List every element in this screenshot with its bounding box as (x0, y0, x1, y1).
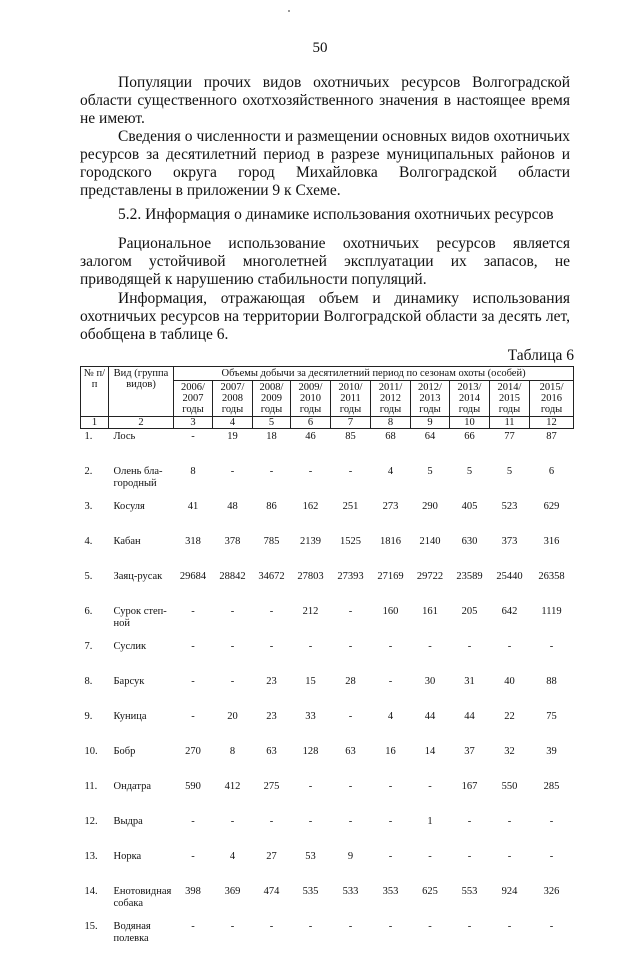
harvest-value: 275 (253, 779, 291, 814)
row-number: 6. (81, 604, 109, 639)
harvest-value: 27393 (331, 569, 371, 604)
table-row (81, 499, 574, 534)
harvest-value: 523 (490, 499, 530, 534)
harvest-value: 30 (411, 674, 450, 709)
row-number: 14. (81, 884, 109, 919)
harvest-value: - (174, 849, 213, 884)
harvest-value: 18 (253, 429, 291, 465)
harvest-value: 535 (291, 884, 331, 919)
harvest-value: 5 (411, 464, 450, 499)
harvest-value: 25440 (490, 569, 530, 604)
harvest-value: 77 (490, 429, 530, 465)
harvest-value: - (331, 464, 371, 499)
harvest-value: 46 (291, 429, 331, 465)
harvest-value: - (174, 919, 213, 954)
harvest-value: - (530, 919, 574, 954)
species-name: Олень бла- городный (109, 464, 174, 499)
table-row (81, 464, 574, 499)
harvest-value: 398 (174, 884, 213, 919)
harvest-value: - (331, 604, 371, 639)
harvest-value: 205 (450, 604, 490, 639)
harvest-value: 68 (371, 429, 411, 465)
species-name: Лось (109, 429, 174, 465)
harvest-value: - (371, 849, 411, 884)
harvest-value: 128 (291, 744, 331, 779)
section-heading: 5.2. Информация о динамике использования охотничьих ресурсов (118, 206, 554, 224)
harvest-value: - (174, 639, 213, 674)
harvest-value: 29684 (174, 569, 213, 604)
harvest-value: - (411, 849, 450, 884)
harvest-value: 4 (371, 709, 411, 744)
harvest-value: - (490, 639, 530, 674)
harvest-value: 785 (253, 534, 291, 569)
harvest-value: 273 (371, 499, 411, 534)
harvest-value: 290 (411, 499, 450, 534)
row-number: 3. (81, 499, 109, 534)
harvest-value: - (450, 919, 490, 954)
harvest-value: 412 (213, 779, 253, 814)
species-name: Норка (109, 849, 174, 884)
table-caption: Таблица 6 (508, 347, 574, 365)
harvest-value: 63 (253, 744, 291, 779)
species-name: Барсук (109, 674, 174, 709)
table-row (81, 534, 574, 569)
harvest-value: 630 (450, 534, 490, 569)
header-species: Вид (группа видов) (109, 367, 174, 417)
harvest-value: 378 (213, 534, 253, 569)
header-no: № п/п (81, 367, 109, 417)
harvest-value: - (530, 639, 574, 674)
harvest-value: - (174, 604, 213, 639)
harvest-value: - (253, 604, 291, 639)
harvest-value: - (450, 814, 490, 849)
species-name: Суслик (109, 639, 174, 674)
species-name: Ондатра (109, 779, 174, 814)
harvest-value: - (371, 639, 411, 674)
harvest-value: 86 (253, 499, 291, 534)
header-group: Объемы добычи за десятилетний период по сезонам охоты (особей) (174, 367, 574, 381)
paragraph-text: Сведения о численности и размещении основных видов охотничьих ресурсов за десятилетний период в разрезе муниципальных районов и городского округа город Михайловка Волгоградской области представлены в приложении 9 к Схеме. (80, 128, 570, 200)
harvest-value: 373 (490, 534, 530, 569)
harvest-value: - (411, 639, 450, 674)
harvest-value: 29722 (411, 569, 450, 604)
harvest-value: 212 (291, 604, 331, 639)
harvest-value: 318 (174, 534, 213, 569)
harvest-value: 2139 (291, 534, 331, 569)
season-header: 2007/ 2008 годы (213, 381, 253, 417)
harvest-value: 161 (411, 604, 450, 639)
harvest-value: - (331, 779, 371, 814)
harvest-value: 1119 (530, 604, 574, 639)
harvest-value: - (411, 919, 450, 954)
column-number: 7 (331, 417, 371, 429)
harvest-value: 34672 (253, 569, 291, 604)
season-header: 2015/ 2016 годы (530, 381, 574, 417)
table-row (81, 429, 574, 465)
harvest-value: 14 (411, 744, 450, 779)
species-name: Косуля (109, 499, 174, 534)
harvest-value: 4 (213, 849, 253, 884)
harvest-value: 285 (530, 779, 574, 814)
harvest-value: - (371, 814, 411, 849)
row-number: 11. (81, 779, 109, 814)
table-row (81, 569, 574, 604)
harvest-value: - (530, 849, 574, 884)
harvest-value: 405 (450, 499, 490, 534)
row-number: 7. (81, 639, 109, 674)
harvest-value: - (253, 639, 291, 674)
table-row (81, 919, 574, 954)
harvest-value: - (174, 429, 213, 465)
harvest-value: 44 (411, 709, 450, 744)
paragraph-rational-use (80, 235, 570, 289)
harvest-value: 474 (253, 884, 291, 919)
harvest-value: - (213, 464, 253, 499)
harvest-value: - (213, 674, 253, 709)
row-number: 15. (81, 919, 109, 954)
species-name: Бобр (109, 744, 174, 779)
harvest-value: 6 (530, 464, 574, 499)
harvest-value: - (213, 814, 253, 849)
season-header: 2013/ 2014 годы (450, 381, 490, 417)
table-row (81, 814, 574, 849)
season-header: 2010/ 2011 годы (331, 381, 371, 417)
row-number: 1. (81, 429, 109, 465)
harvest-value: 590 (174, 779, 213, 814)
harvest-value: 40 (490, 674, 530, 709)
harvest-value: 369 (213, 884, 253, 919)
species-name: Куница (109, 709, 174, 744)
harvest-value: - (213, 919, 253, 954)
harvest-value: 625 (411, 884, 450, 919)
paragraph-text: Информация, отражающая объем и динамику использования охотничьих ресурсов на территории Волгоградской области за десять лет, обобщена в таблице 6. (80, 290, 570, 344)
harvest-value: - (490, 814, 530, 849)
harvest-value: 270 (174, 744, 213, 779)
harvest-value: - (174, 814, 213, 849)
harvest-value: 87 (530, 429, 574, 465)
harvest-value: - (490, 849, 530, 884)
harvest-value: 63 (331, 744, 371, 779)
column-number: 1 (81, 417, 109, 429)
column-number: 4 (213, 417, 253, 429)
species-name: Заяц-русак (109, 569, 174, 604)
harvest-value: 629 (530, 499, 574, 534)
harvest-value: 20 (213, 709, 253, 744)
harvest-value: 75 (530, 709, 574, 744)
harvest-value: 9 (331, 849, 371, 884)
harvest-value: 85 (331, 429, 371, 465)
harvest-value: 19 (213, 429, 253, 465)
harvest-value: - (331, 639, 371, 674)
scan-speck (288, 10, 290, 12)
harvest-value: - (291, 639, 331, 674)
season-header: 2006/ 2007 годы (174, 381, 213, 417)
harvest-value: 550 (490, 779, 530, 814)
harvest-value: 64 (411, 429, 450, 465)
harvest-value: - (213, 604, 253, 639)
harvest-value: 27 (253, 849, 291, 884)
table-row (81, 604, 574, 639)
harvest-value: 32 (490, 744, 530, 779)
harvest-value: 53 (291, 849, 331, 884)
page-number: 50 (0, 40, 640, 57)
paragraph-distribution (80, 128, 570, 200)
harvest-value: - (371, 674, 411, 709)
harvest-value: 4 (371, 464, 411, 499)
harvest-value: 553 (450, 884, 490, 919)
harvest-value: 26358 (530, 569, 574, 604)
harvest-value: 5 (450, 464, 490, 499)
column-number: 11 (490, 417, 530, 429)
harvest-value: - (450, 849, 490, 884)
harvest-value: 28 (331, 674, 371, 709)
harvest-value: - (331, 814, 371, 849)
harvest-value: 23 (253, 674, 291, 709)
harvest-value: 642 (490, 604, 530, 639)
harvest-value: 167 (450, 779, 490, 814)
table-row (81, 709, 574, 744)
row-number: 12. (81, 814, 109, 849)
table-row (81, 744, 574, 779)
harvest-value: 8 (174, 464, 213, 499)
paragraph-populations (80, 74, 570, 128)
column-number: 2 (109, 417, 174, 429)
row-number: 4. (81, 534, 109, 569)
harvest-value: 33 (291, 709, 331, 744)
species-name: Сурок степ- ной (109, 604, 174, 639)
column-number: 10 (450, 417, 490, 429)
column-number: 9 (411, 417, 450, 429)
harvest-value: - (331, 709, 371, 744)
harvest-value: - (291, 919, 331, 954)
table-row (81, 884, 574, 919)
column-number: 12 (530, 417, 574, 429)
harvest-value: 27169 (371, 569, 411, 604)
row-number: 9. (81, 709, 109, 744)
paragraph-text: Популяции прочих видов охотничьих ресурсов Волгоградской области существенного охотхозяйственного значения в настоящее время не имеют. (80, 74, 570, 128)
harvest-value: 31 (450, 674, 490, 709)
column-number-row (81, 417, 574, 429)
harvest-value: - (490, 919, 530, 954)
row-number: 5. (81, 569, 109, 604)
harvest-value: 326 (530, 884, 574, 919)
season-header: 2014/ 2015 годы (490, 381, 530, 417)
season-header: 2012/ 2013 годы (411, 381, 450, 417)
harvest-value: - (371, 919, 411, 954)
paragraph-text: Рациональное использование охотничьих ресурсов является залогом устойчивой многолетней эксплуатации их запасов, не приводящей к нарушению стабильности популяций. (80, 235, 570, 289)
harvest-table (80, 366, 574, 954)
harvest-value: 924 (490, 884, 530, 919)
table-row (81, 674, 574, 709)
species-name: Енотовидная собака (109, 884, 174, 919)
harvest-value: 16 (371, 744, 411, 779)
harvest-value: - (253, 464, 291, 499)
harvest-value: 162 (291, 499, 331, 534)
harvest-value: 1816 (371, 534, 411, 569)
harvest-value: 8 (213, 744, 253, 779)
harvest-value: 37 (450, 744, 490, 779)
table-body (81, 429, 574, 954)
row-number: 10. (81, 744, 109, 779)
harvest-value: 48 (213, 499, 253, 534)
harvest-value: 22 (490, 709, 530, 744)
row-number: 13. (81, 849, 109, 884)
harvest-value: - (450, 639, 490, 674)
row-number: 2. (81, 464, 109, 499)
season-header: 2009/ 2010 годы (291, 381, 331, 417)
harvest-value: 44 (450, 709, 490, 744)
harvest-value: 316 (530, 534, 574, 569)
harvest-value: 533 (331, 884, 371, 919)
table-row (81, 779, 574, 814)
harvest-value: - (331, 919, 371, 954)
harvest-value: 28842 (213, 569, 253, 604)
harvest-value: 15 (291, 674, 331, 709)
table-row (81, 639, 574, 674)
harvest-value: 1525 (331, 534, 371, 569)
harvest-value: - (253, 919, 291, 954)
harvest-value: 251 (331, 499, 371, 534)
harvest-value: - (530, 814, 574, 849)
table-row (81, 849, 574, 884)
season-header: 2008/ 2009 годы (253, 381, 291, 417)
species-name: Выдра (109, 814, 174, 849)
harvest-value: - (371, 779, 411, 814)
harvest-value: - (174, 674, 213, 709)
harvest-value: - (174, 709, 213, 744)
harvest-value: 41 (174, 499, 213, 534)
harvest-value: 1 (411, 814, 450, 849)
harvest-value: 23589 (450, 569, 490, 604)
harvest-value: - (213, 639, 253, 674)
species-name: Кабан (109, 534, 174, 569)
column-number: 3 (174, 417, 213, 429)
harvest-value: 160 (371, 604, 411, 639)
season-header: 2011/ 2012 годы (371, 381, 411, 417)
harvest-value: - (253, 814, 291, 849)
harvest-value: - (291, 464, 331, 499)
column-number: 5 (253, 417, 291, 429)
row-number: 8. (81, 674, 109, 709)
harvest-value: 2140 (411, 534, 450, 569)
harvest-value: 27803 (291, 569, 331, 604)
harvest-value: 88 (530, 674, 574, 709)
harvest-value: - (411, 779, 450, 814)
column-number: 6 (291, 417, 331, 429)
species-name: Водяная полевка (109, 919, 174, 954)
harvest-value: 39 (530, 744, 574, 779)
harvest-value: 66 (450, 429, 490, 465)
harvest-value: 23 (253, 709, 291, 744)
column-number: 8 (371, 417, 411, 429)
harvest-value: 353 (371, 884, 411, 919)
harvest-value: - (291, 814, 331, 849)
paragraph-dynamics (80, 290, 570, 344)
harvest-value: - (291, 779, 331, 814)
harvest-value: 5 (490, 464, 530, 499)
